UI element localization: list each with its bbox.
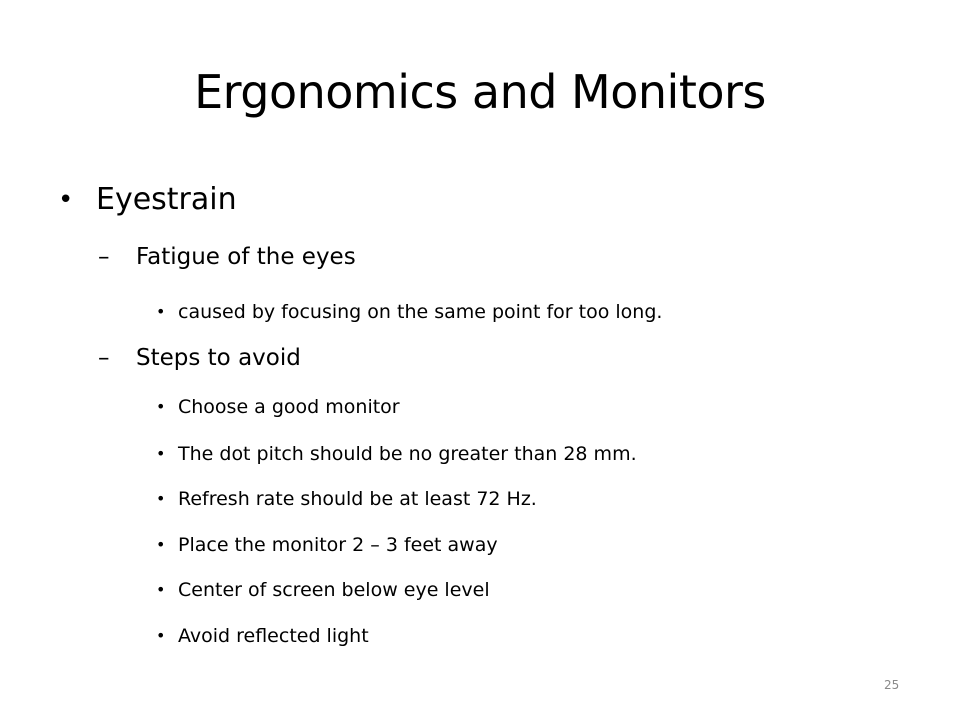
sub-bullet-fatigue xyxy=(98,241,356,273)
bullet-dot-icon: • xyxy=(58,185,74,215)
bullet-dot-icon: • xyxy=(156,397,166,416)
item-text: caused by focusing on the same point for too long. xyxy=(178,301,663,323)
item-text: Avoid reflected light xyxy=(178,625,369,647)
bullet-text: Eyestrain xyxy=(96,182,237,217)
bullet-dot-icon: • xyxy=(156,444,166,463)
dash-icon: – xyxy=(98,345,110,371)
item-dot-pitch xyxy=(156,439,637,469)
item-refresh-rate xyxy=(156,484,537,514)
item-distance xyxy=(156,530,498,560)
dash-icon: – xyxy=(98,244,110,270)
item-choose-monitor xyxy=(156,392,400,422)
bullet-eyestrain xyxy=(58,178,237,222)
slide-title: Ergonomics and Monitors xyxy=(194,65,766,119)
item-text: Center of screen below eye level xyxy=(178,579,490,601)
bullet-dot-icon: • xyxy=(156,535,166,554)
bullet-dot-icon: • xyxy=(156,302,166,321)
item-text: Refresh rate should be at least 72 Hz. xyxy=(178,488,537,510)
bullet-dot-icon: • xyxy=(156,489,166,508)
sub-bullet-text: Fatigue of the eyes xyxy=(136,244,356,270)
bullet-dot-icon: • xyxy=(156,580,166,599)
slide-number: 25 xyxy=(884,678,900,692)
item-text: Place the monitor 2 – 3 feet away xyxy=(178,534,498,556)
item-text: Choose a good monitor xyxy=(178,396,400,418)
item-reflected-light xyxy=(156,621,369,651)
item-focusing xyxy=(156,297,663,327)
item-eye-level xyxy=(156,575,490,605)
item-text: The dot pitch should be no greater than 28 mm. xyxy=(178,443,637,465)
sub-bullet-steps xyxy=(98,342,301,374)
sub-bullet-text: Steps to avoid xyxy=(136,345,301,371)
bullet-dot-icon: • xyxy=(156,626,166,645)
